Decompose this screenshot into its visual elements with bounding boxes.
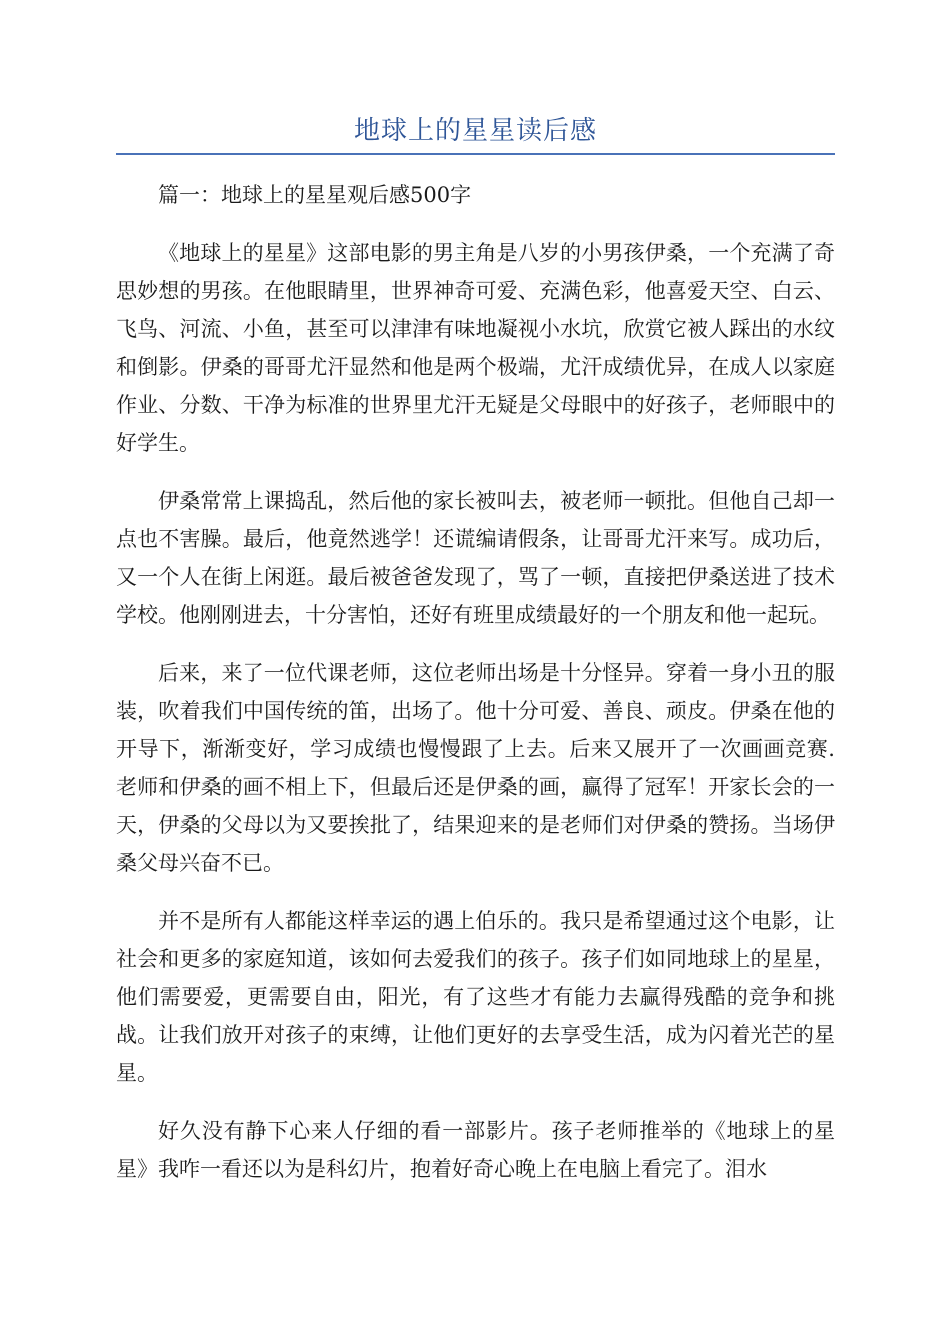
paragraph-4: 并不是所有人都能这样幸运的遇上伯乐的。我只是希望通过这个电影，让社会和更多的家庭知道，该如何去爱我们的孩子。孩子们如同地球上的星星，他们需要爱，更需要自由，阳光，有了这些才有能力去赢得残酷的竞争和挑战。让我们放开对孩子的束缚，让他们更好的去享受生活，成为闪着光芒的星星。 <box>116 909 835 1085</box>
section-heading: 篇一：地球上的星星观后感500字 <box>158 183 472 207</box>
paragraph-3: 后来，来了一位代课老师，这位老师出场是十分怪异。穿着一身小丑的服装，吹着我们中国传统的笛，出场了。他十分可爱、善良、顽皮。伊桑在他的开导下，渐渐变好，学习成绩也慢慢跟了上去。后来又展开了一次画画竞赛.老师和伊桑的画不相上下，但最后还是伊桑的画，赢得了冠军！开家长会的一天，伊桑的父母以为又要挨批了，结果迎来的是老师们对伊桑的赞扬。当场伊桑父母兴奋不已。 <box>116 661 835 875</box>
document-title: 地球上的星星读后感 <box>353 116 597 146</box>
paragraph-5: 好久没有静下心来人仔细的看一部影片。孩子老师推举的《地球上的星星》我咋一看还以为是科幻片，抱着好奇心晚上在电脑上看完了。泪水 <box>116 1119 835 1181</box>
title-underline <box>116 153 835 155</box>
paragraph-2: 伊桑常常上课捣乱，然后他的家长被叫去，被老师一顿批。但他自己却一点也不害臊。最后，他竟然逃学！还谎编请假条，让哥哥尤汗来写。成功后，又一个人在街上闲逛。最后被爸爸发现了，骂了一顿，直接把伊桑送进了技术学校。他刚刚进去，十分害怕，还好有班里成绩最好的一个朋友和他一起玩。 <box>116 489 835 627</box>
document-body <box>116 176 835 1208</box>
paragraph-1: 《地球上的星星》这部电影的男主角是八岁的小男孩伊桑，一个充满了奇思妙想的男孩。在他眼睛里，世界神奇可爱、充满色彩，他喜爱天空、白云、飞鸟、河流、小鱼，甚至可以津津有味地凝视小水坑，欣赏它被人踩出的水纹和倒影。伊桑的哥哥尤汗显然和他是两个极端，尤汗成绩优异，在成人以家庭作业、分数、干净为标准的世界里尤汗无疑是父母眼中的好孩子，老师眼中的好学生。 <box>116 241 835 455</box>
